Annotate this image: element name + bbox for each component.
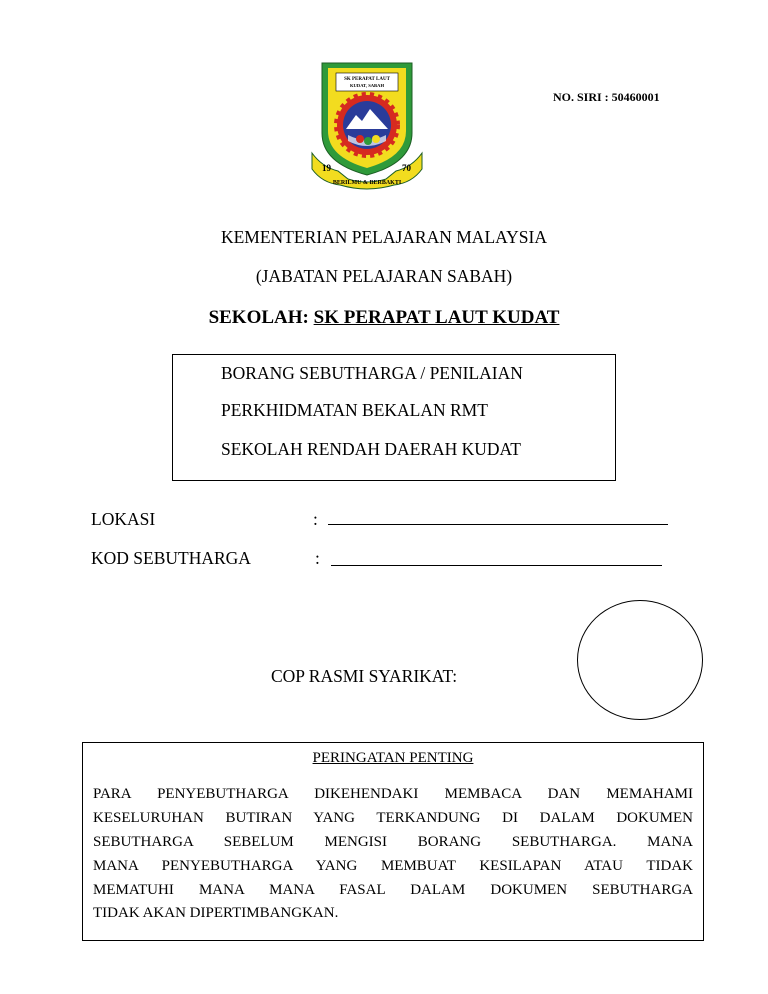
- school-crest-logo: [308, 55, 426, 193]
- ministry-title: KEMENTERIAN PELAJARAN MALAYSIA: [220, 227, 548, 247]
- notice-line: KESELURUHAN BUTIRAN YANG TERKANDUNG DI DALAM DOKUMEN: [93, 810, 693, 826]
- school-heading: [0, 307, 768, 329]
- notice-line: TIDAK AKAN DIPERTIMBANGKAN.: [93, 905, 339, 921]
- form-title-line1: BORANG SEBUTHARGA / PENILAIAN: [221, 363, 523, 383]
- location-input-line[interactable]: [328, 524, 668, 525]
- notice-line: MEMATUHI MANA MANA FASAL DALAM DOKUMEN SEBUTHARGA: [93, 882, 693, 898]
- form-title-line2: PERKHIDMATAN BEKALAN RMT: [221, 400, 488, 420]
- form-title-box: [172, 354, 616, 481]
- company-stamp-circle: [577, 600, 703, 720]
- company-stamp-label: COP RASMI SYARIKAT:: [271, 666, 458, 686]
- location-label: LOKASI: [91, 509, 156, 529]
- form-title-line3: SEKOLAH RENDAH DAERAH KUDAT: [221, 439, 521, 459]
- quote-code-colon: :: [315, 548, 320, 568]
- department-title: (JABATAN PELAJARAN SABAH): [255, 266, 513, 286]
- serial-number: NO. SIRI : 50460001: [553, 90, 660, 104]
- school-label: SEKOLAH:: [208, 307, 309, 328]
- location-colon: :: [313, 509, 318, 529]
- quote-code-input-line[interactable]: [331, 565, 662, 566]
- notice-title: PERINGATAN PENTING: [312, 750, 474, 766]
- notice-line: PARA PENYEBUTHARGA DIKEHENDAKI MEMBACA DAN MEMAHAMI: [93, 786, 693, 802]
- logo-banner-line2: KUDAT, SABAH: [349, 83, 385, 88]
- notice-line: SEBUTHARGA SEBELUM MENGISI BORANG SEBUTHARGA. MANA: [93, 834, 693, 850]
- quote-code-label: KOD SEBUTHARGA: [91, 548, 251, 568]
- logo-year-left: 19: [322, 163, 331, 173]
- logo-banner-line1: SK PERAPAT LAUT: [344, 77, 390, 82]
- important-notice-box: [82, 742, 704, 941]
- school-name: SK PERAPAT LAUT KUDAT: [313, 307, 560, 328]
- logo-year-right: 70: [402, 163, 411, 173]
- logo-motto: BERILMU & BERBAKTI: [332, 180, 402, 186]
- notice-line: MANA PENYEBUTHARGA YANG MEMBUAT KESILAPAN ATAU TIDAK: [93, 858, 693, 874]
